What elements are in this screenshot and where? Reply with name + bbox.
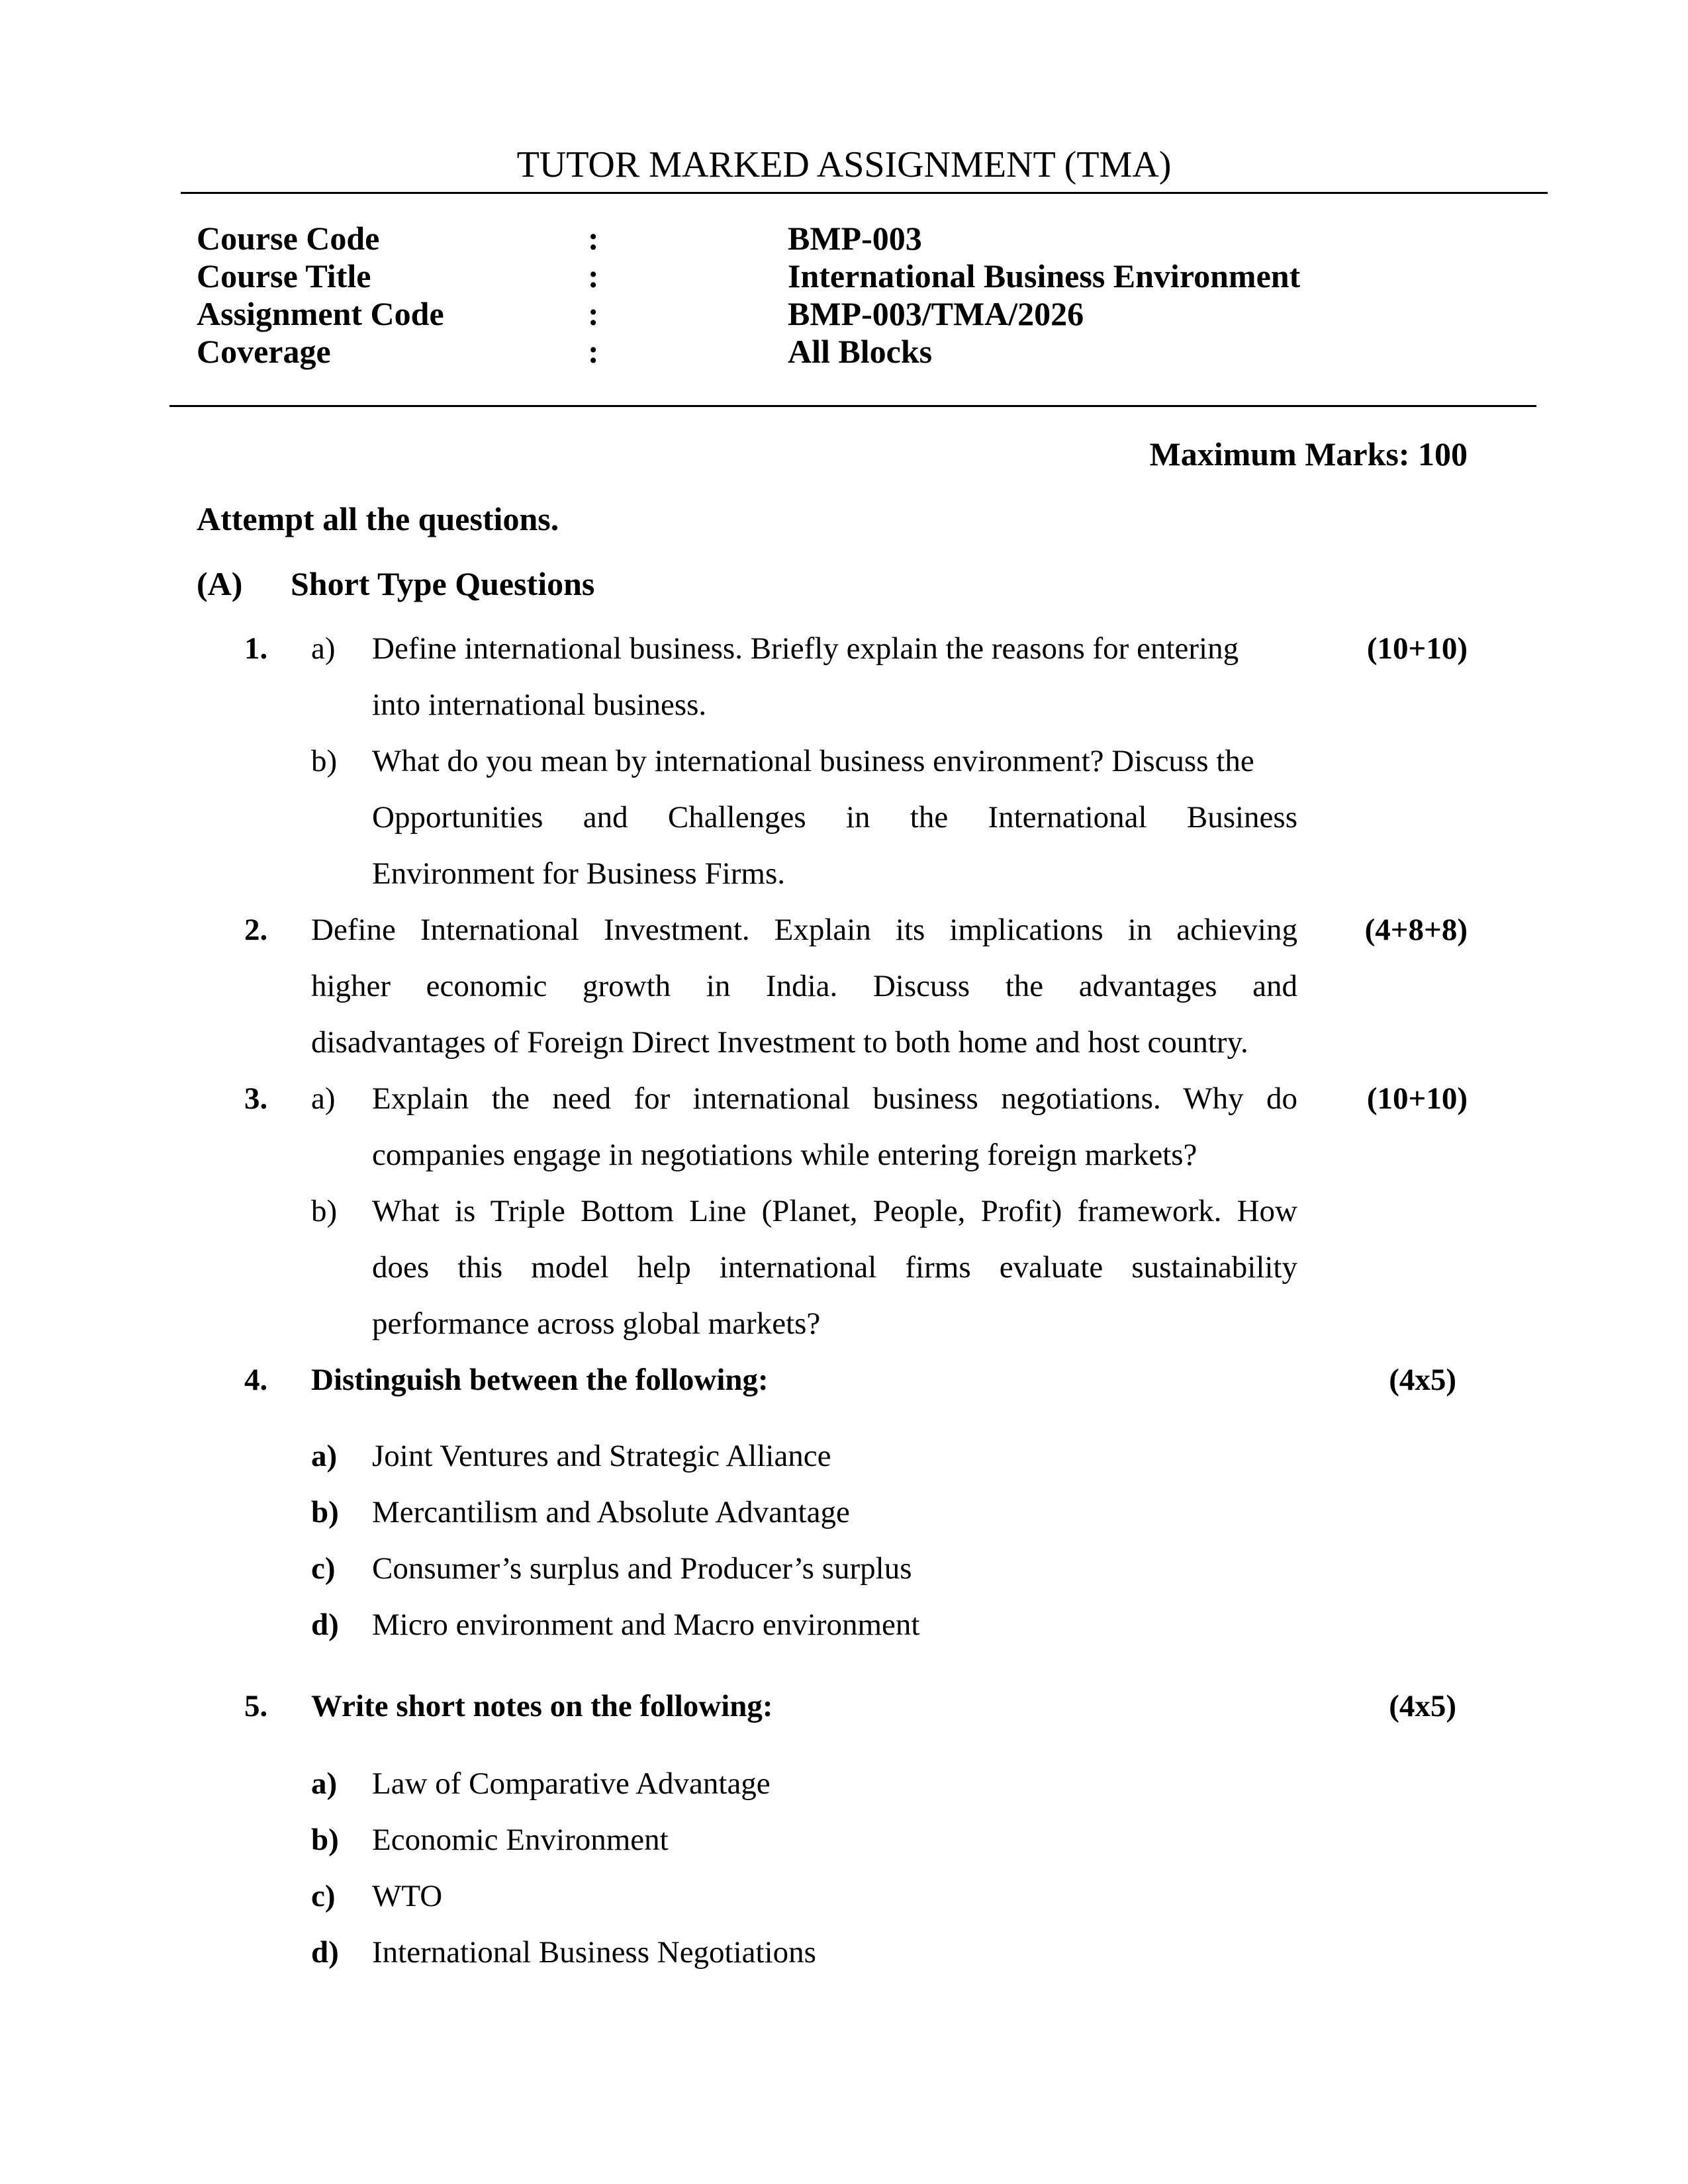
assignment-code-value: BMP-003/TMA/2026 [788, 295, 1084, 332]
part-label: b) [311, 1194, 338, 1228]
section-label: (A) [197, 565, 243, 602]
question-line: Define international business. Briefly explain the reasons for entering [372, 631, 1239, 666]
question-number: 1. [244, 631, 268, 666]
coverage-value: All Blocks [788, 333, 933, 370]
question-line: performance across global markets? [372, 1306, 821, 1341]
question-line: companies engage in negotiations while entering foreign markets? [372, 1138, 1197, 1172]
question-number: 2. [244, 913, 268, 947]
question-line: does this model help international firms evaluate sustainability [372, 1250, 1297, 1285]
item-text: Economic Environment [372, 1823, 669, 1857]
part-label: a) [311, 1081, 336, 1116]
question-marks: (10+10) [1366, 631, 1468, 666]
course-code-value: BMP-003 [788, 220, 922, 257]
item-label: a) [311, 1766, 338, 1801]
question-marks: (4x5) [1389, 1363, 1456, 1397]
item-text: Law of Comparative Advantage [372, 1766, 771, 1801]
assignment-code-label: Assignment Code [197, 295, 444, 332]
question-marks: (4x5) [1389, 1689, 1456, 1723]
part-label: b) [311, 744, 338, 778]
course-title-value: International Business Environment [788, 257, 1301, 295]
question-line: disadvantages of Foreign Direct Investment to both home and host country. [311, 1025, 1248, 1060]
item-label: b) [311, 1495, 339, 1529]
question-line: Define International Investment. Explain its implications in achieving [311, 913, 1297, 947]
coverage-label: Coverage [197, 333, 331, 370]
assignment-code-sep: : [588, 295, 599, 332]
item-text: Mercantilism and Absolute Advantage [372, 1495, 850, 1529]
question-number: 3. [244, 1081, 268, 1116]
item-text: International Business Negotiations [372, 1935, 816, 1970]
title-rule [181, 192, 1548, 194]
item-text: Micro environment and Macro environment [372, 1608, 920, 1642]
info-rule [169, 405, 1536, 407]
item-label: d) [311, 1935, 339, 1970]
course-code-sep: : [588, 220, 599, 257]
section-title: Short Type Questions [291, 565, 595, 602]
item-label: c) [311, 1879, 336, 1913]
item-label: d) [311, 1608, 339, 1642]
question-line: What is Triple Bottom Line (Planet, People, Profit) framework. How [372, 1194, 1297, 1228]
question-marks: (4+8+8) [1364, 913, 1468, 947]
question-line: Opportunities and Challenges in the International Business [372, 800, 1297, 835]
course-title-label: Course Title [197, 257, 371, 295]
part-label: a) [311, 631, 336, 666]
document-title: TUTOR MARKED ASSIGNMENT (TMA) [516, 144, 1172, 185]
question-heading: Distinguish between the following: [311, 1363, 769, 1397]
question-number: 4. [244, 1363, 268, 1397]
item-text: WTO [372, 1879, 443, 1913]
question-number: 5. [244, 1689, 268, 1723]
question-marks: (10+10) [1366, 1081, 1468, 1116]
item-label: a) [311, 1439, 338, 1473]
item-label: c) [311, 1551, 336, 1586]
question-line: What do you mean by international business environment? Discuss the [372, 744, 1254, 778]
coverage-sep: : [588, 333, 599, 370]
instruction: Attempt all the questions. [197, 500, 559, 537]
question-line: Environment for Business Firms. [372, 856, 786, 891]
max-marks: Maximum Marks: 100 [1149, 435, 1468, 473]
question-line: Explain the need for international business negotiations. Why do [372, 1081, 1297, 1116]
question-line: into international business. [372, 688, 707, 722]
item-text: Consumer’s surplus and Producer’s surplus [372, 1551, 912, 1586]
question-line: higher economic growth in India. Discuss the advantages and [311, 969, 1297, 1003]
item-label: b) [311, 1823, 339, 1857]
course-code-label: Course Code [197, 220, 380, 257]
course-title-sep: : [588, 257, 599, 295]
question-heading: Write short notes on the following: [311, 1689, 773, 1723]
item-text: Joint Ventures and Strategic Alliance [372, 1439, 831, 1473]
